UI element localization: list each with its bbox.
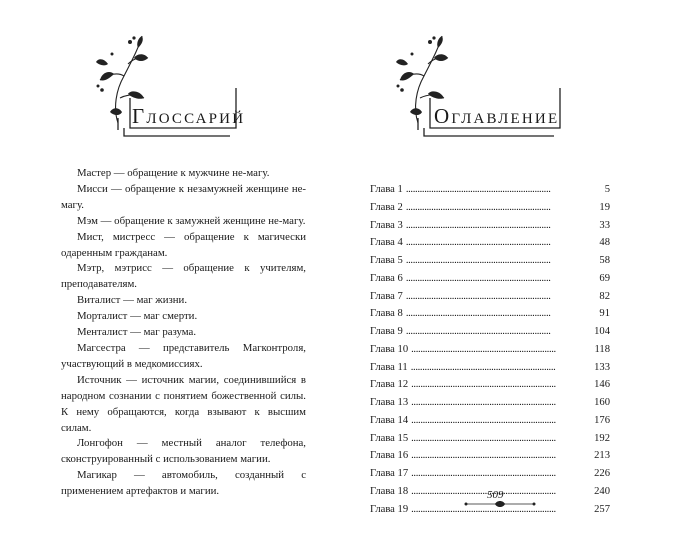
toc-entry[interactable] bbox=[370, 468, 610, 486]
toc-entry[interactable] bbox=[370, 273, 610, 291]
toc-chapter-label: Глава 10 bbox=[370, 343, 409, 355]
toc-page-number: 240 bbox=[594, 485, 610, 497]
glossary-title-block bbox=[78, 28, 246, 148]
toc-leader bbox=[406, 255, 595, 266]
toc-page-number: 192 bbox=[594, 432, 610, 444]
toc-page-number: 104 bbox=[594, 326, 610, 337]
toc-leader bbox=[411, 397, 591, 408]
toc-page-number: 118 bbox=[594, 343, 610, 355]
toc-chapter-label: Глава 6 bbox=[370, 272, 403, 284]
toc-leader bbox=[411, 468, 591, 479]
glossary-entry: Мастер — обращение к мужчине не-магу. bbox=[77, 167, 270, 179]
toc-chapter-label: Глава 11 bbox=[370, 361, 408, 373]
toc-leader bbox=[406, 220, 595, 231]
toc-entry[interactable] bbox=[370, 291, 610, 309]
toc-entry[interactable] bbox=[370, 237, 610, 255]
toc-page-number: 58 bbox=[599, 255, 610, 266]
glossary-entry: Магсестра — представитель Магконтроля, участвующий в медкомиссиях. bbox=[61, 341, 306, 370]
glossary-entry: Виталист — маг жизни. bbox=[77, 294, 188, 307]
glossary-entry: Мэтр, мэтрисс — обращение к учителям, преподавателям. bbox=[61, 262, 306, 291]
toc-chapter-label: Глава 14 bbox=[370, 414, 409, 426]
toc-chapter-label: Глава 3 bbox=[370, 219, 403, 231]
toc-leader bbox=[406, 237, 595, 248]
toc-entry[interactable] bbox=[370, 379, 610, 397]
toc-page-number: 69 bbox=[599, 272, 610, 284]
toc-chapter-label: Глава 18 bbox=[370, 485, 409, 497]
glossary-list bbox=[61, 166, 306, 500]
toc-chapter-label: Глава 4 bbox=[370, 237, 403, 249]
toc-leader bbox=[406, 202, 595, 213]
toc-entry[interactable] bbox=[370, 433, 610, 451]
toc-chapter-label: Глава 16 bbox=[370, 450, 409, 462]
toc-chapter-label: Глава 15 bbox=[370, 432, 409, 444]
page-ornament-icon bbox=[464, 499, 536, 509]
toc-leader bbox=[411, 415, 591, 426]
glossary-entry: Источник — источник магии, соединившийся в народном сознании с понятием божественной силы. К нему обращаются, когда взывают к высшим силам. bbox=[61, 373, 306, 434]
toc-page-number: 176 bbox=[594, 414, 610, 426]
toc-leader bbox=[411, 344, 591, 355]
botanical-sprig-icon bbox=[78, 28, 238, 148]
glossary-entry: Мист, мистресс — обращение к магически одаренным гражданам. bbox=[61, 230, 306, 259]
toc-title-block bbox=[374, 28, 564, 148]
toc-chapter-label: Глава 8 bbox=[370, 308, 403, 320]
toc-page-number: 5 bbox=[604, 184, 610, 195]
toc-leader bbox=[406, 291, 595, 302]
toc-entry[interactable] bbox=[370, 255, 610, 273]
toc-entry[interactable] bbox=[370, 184, 610, 202]
toc-page-number: 91 bbox=[599, 308, 610, 320]
toc-entry[interactable] bbox=[370, 326, 610, 344]
toc-chapter-label: Глава 13 bbox=[370, 397, 409, 408]
glossary-title: Глоссарий bbox=[132, 104, 246, 128]
toc-page-number: 82 bbox=[599, 290, 610, 302]
toc-leader bbox=[411, 433, 591, 444]
toc-leader bbox=[406, 326, 591, 337]
toc-page-number: 133 bbox=[594, 361, 610, 373]
glossary-entry: Морталист — маг смерти. bbox=[77, 310, 198, 323]
toc-page-number: 146 bbox=[594, 379, 610, 391]
toc-leader bbox=[411, 379, 591, 390]
glossary-entry: Менталист — маг разума. bbox=[77, 326, 197, 339]
glossary-entry: Лонгофон — местный аналог телефона, сконструированный с использованием магии. bbox=[61, 437, 306, 466]
toc-leader bbox=[406, 308, 595, 319]
toc-chapter-label: Глава 7 bbox=[370, 290, 403, 302]
toc-page-number: 33 bbox=[599, 219, 610, 231]
toc-chapter-label: Глава 17 bbox=[370, 468, 409, 479]
toc-entry[interactable] bbox=[370, 397, 610, 415]
toc-page-number: 160 bbox=[594, 397, 610, 408]
toc-leader bbox=[406, 184, 595, 195]
botanical-sprig-icon bbox=[374, 28, 564, 148]
toc-entry[interactable] bbox=[370, 308, 610, 326]
toc-entry[interactable] bbox=[370, 202, 610, 220]
toc-page-number: 213 bbox=[594, 450, 610, 462]
toc-chapter-label: Глава 5 bbox=[370, 255, 403, 266]
toc-entry[interactable] bbox=[370, 362, 610, 380]
toc-entry[interactable] bbox=[370, 415, 610, 433]
toc-chapter-label: Глава 2 bbox=[370, 201, 403, 213]
toc-entry[interactable] bbox=[370, 220, 610, 238]
toc-leader bbox=[411, 362, 591, 373]
toc-page-number: 257 bbox=[594, 503, 610, 515]
toc-list bbox=[370, 184, 610, 521]
toc-leader bbox=[411, 450, 591, 461]
toc-chapter-label: Глава 12 bbox=[370, 379, 409, 391]
toc-title: Оглавление bbox=[434, 104, 560, 128]
toc-leader bbox=[406, 273, 595, 284]
toc-entry[interactable] bbox=[370, 450, 610, 468]
toc-chapter-label: Глава 9 bbox=[370, 326, 403, 337]
glossary-entry: Магикар — автомобиль, созданный с применением артефактов и магии. bbox=[61, 469, 306, 498]
toc-page-number: 48 bbox=[599, 237, 610, 249]
page-number: 509 bbox=[487, 489, 504, 501]
toc-page-number: 19 bbox=[599, 201, 610, 213]
toc-chapter-label: Глава 19 bbox=[370, 503, 409, 515]
toc-chapter-label: Глава 1 bbox=[370, 184, 403, 195]
toc-page-number: 226 bbox=[594, 468, 610, 479]
glossary-entry: Мэм — обращение к замужней женщине не-магу. bbox=[77, 214, 306, 227]
glossary-entry: Мисси — обращение к незамужней женщине не-магу. bbox=[61, 182, 306, 211]
toc-entry[interactable] bbox=[370, 344, 610, 362]
